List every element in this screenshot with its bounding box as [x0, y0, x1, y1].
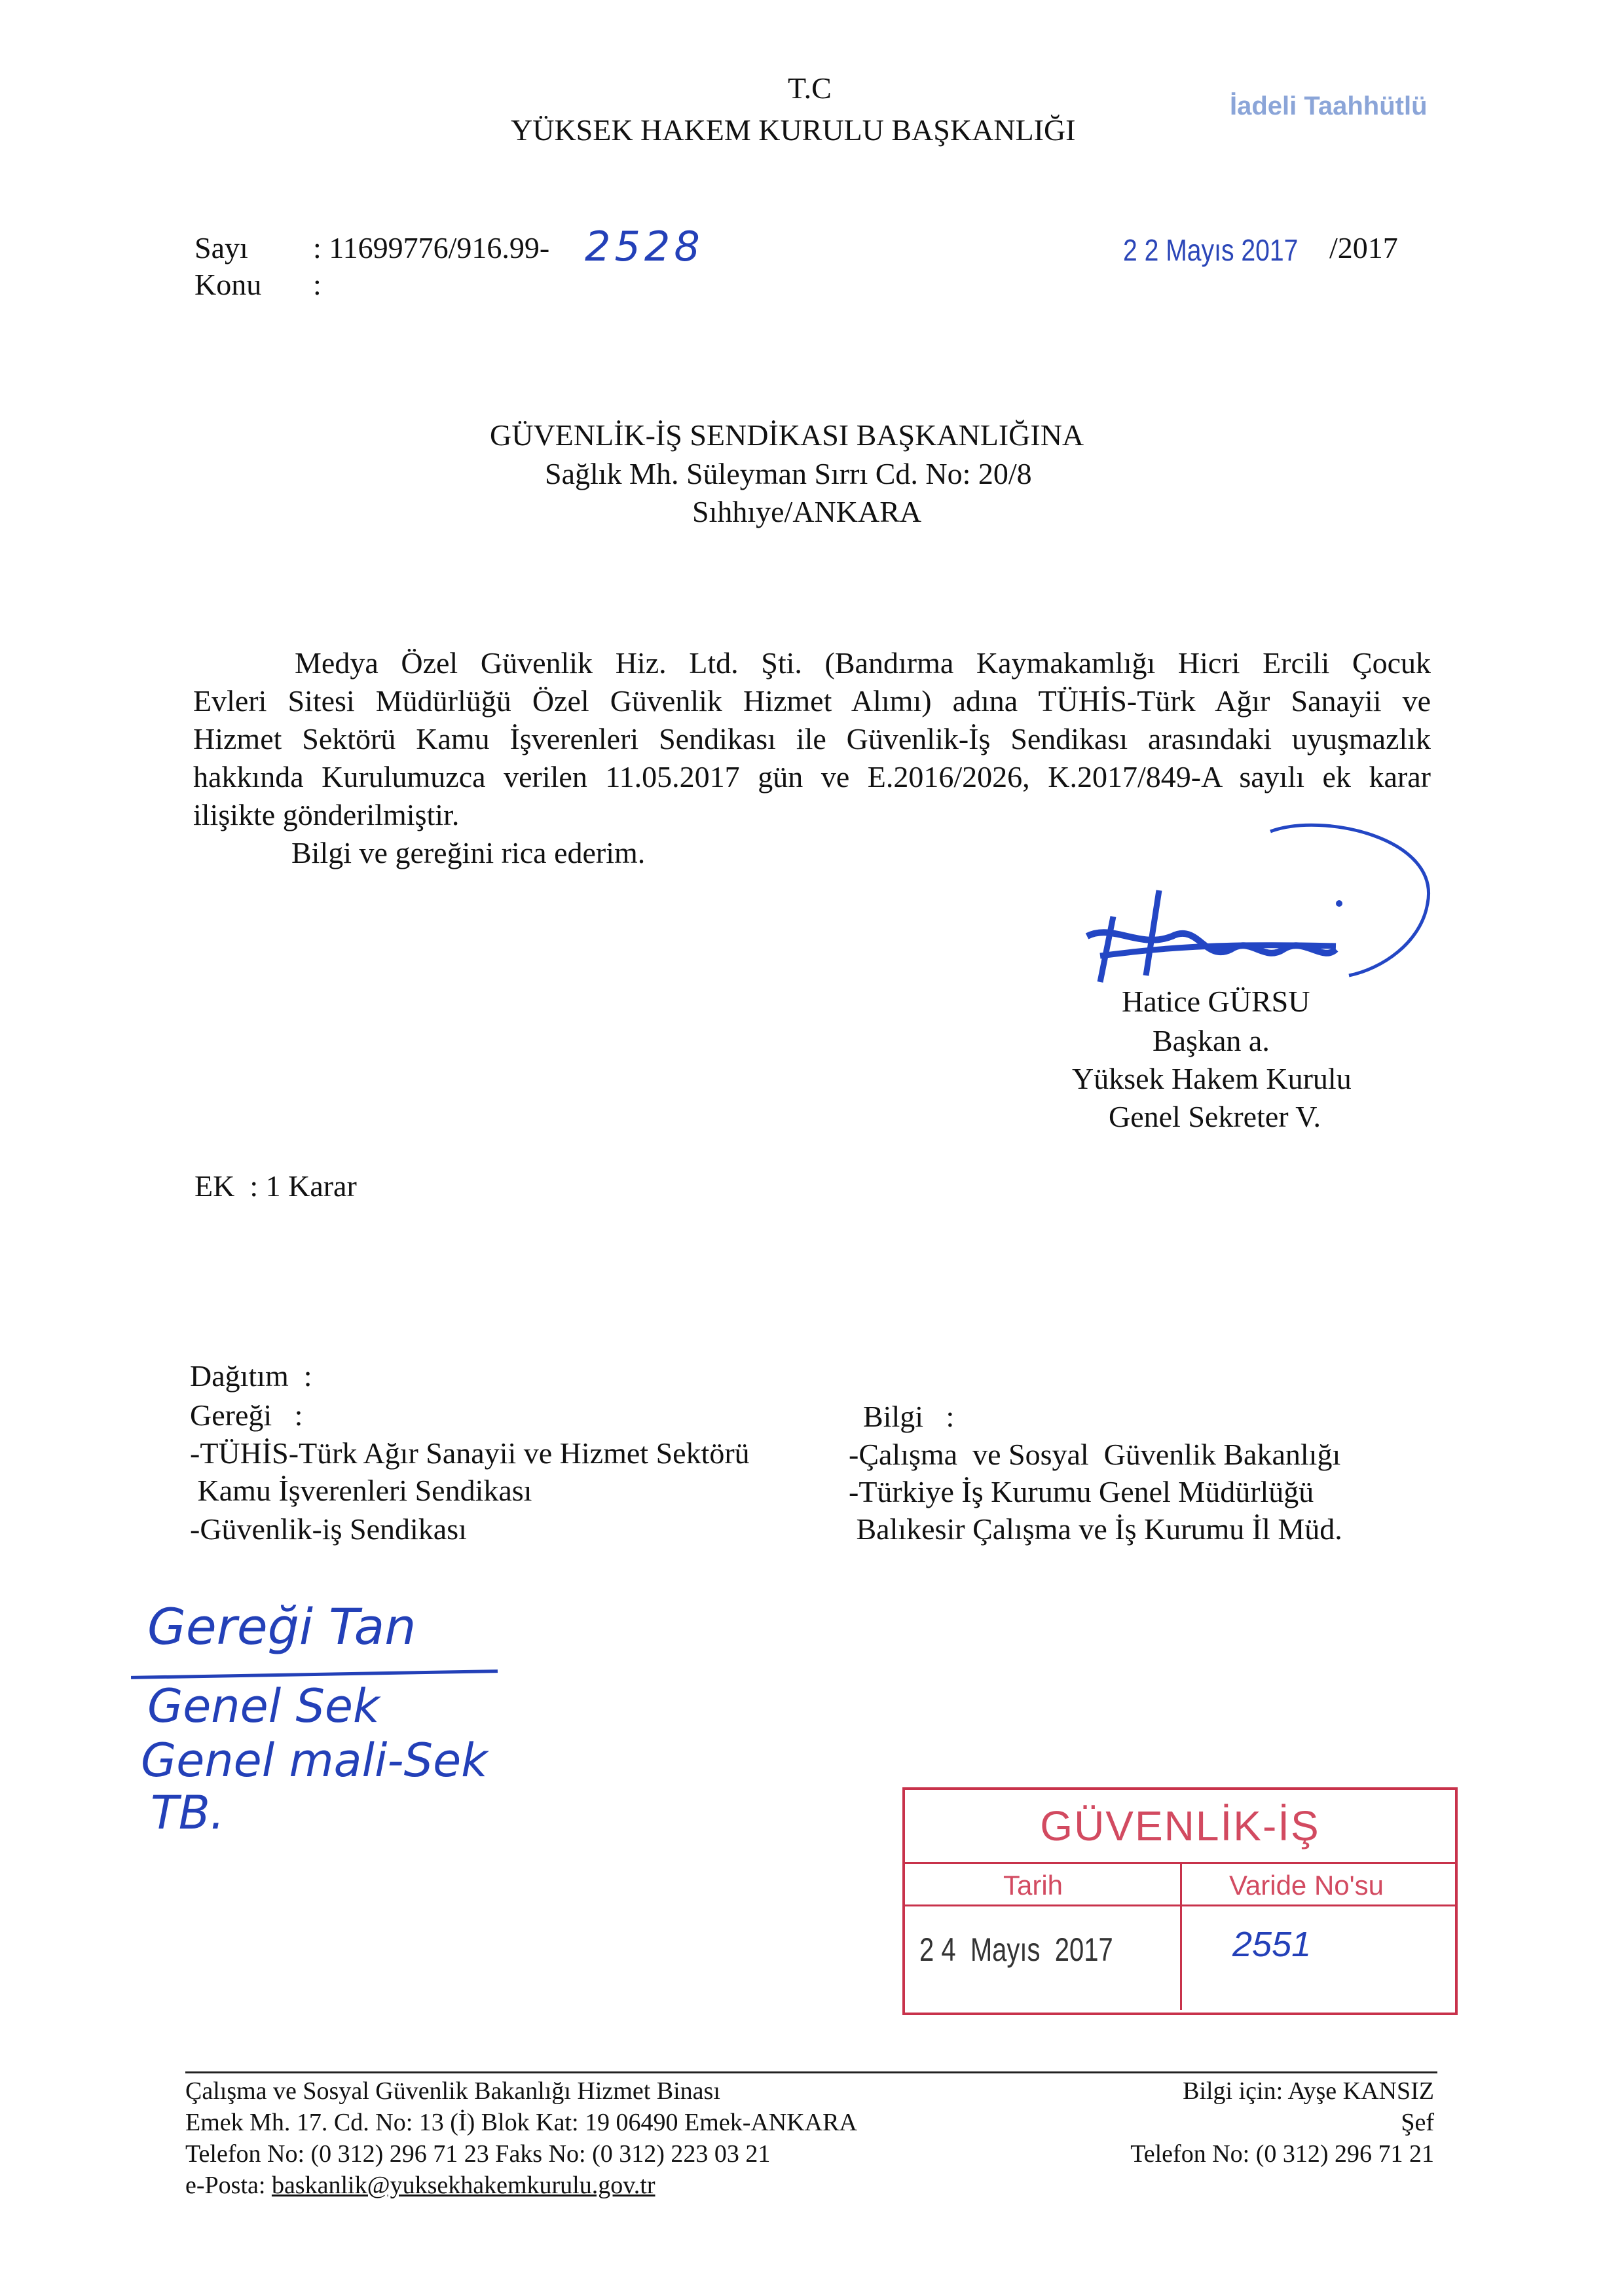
- date-printed: /2017: [1329, 231, 1398, 264]
- stamp-divider-horizontal: [905, 1904, 1455, 1906]
- handwritten-note-line-4: TB.: [151, 1786, 225, 1840]
- distribution-label: Dağıtım :: [190, 1359, 312, 1393]
- footer-email-link[interactable]: baskanlik@yuksekhakemkurulu.gov.tr: [271, 2172, 655, 2199]
- signature-graphic: [1074, 812, 1454, 1008]
- sayi-value: : 11699776/916.99-: [313, 231, 550, 264]
- body-line-4: hakkında Kurulumuzca verilen 11.05.2017 gün ve E.2016/2026, K.2017/849-A sayılı ek karar: [193, 760, 1431, 793]
- gerei-item-2: Kamu İşverenleri Sendikası: [190, 1474, 532, 1507]
- stamp-date-value: 2 4 Mayıs 2017: [919, 1931, 1113, 1968]
- konu-value: :: [313, 268, 322, 301]
- signatory-title-1: Başkan a.: [1153, 1024, 1270, 1057]
- handwritten-note-line-1: Gereği Tan: [147, 1597, 416, 1656]
- konu-label: Konu: [194, 268, 262, 301]
- header-institution: YÜKSEK HAKEM KURULU BAŞKANLIĞI: [511, 113, 1076, 147]
- signatory-name: Hatice GÜRSU: [1122, 985, 1310, 1018]
- addressee-line-3: Sıhhıye/ANKARA: [692, 495, 922, 528]
- addressee-line-2: Sağlık Mh. Süleyman Sırrı Cd. No: 20/8: [545, 457, 1032, 490]
- handwritten-underline: [131, 1669, 498, 1679]
- body-line-2: Evleri Sitesi Müdürlüğü Özel Güvenlik Hizmet Alımı) adına TÜHİS-Türk Ağır Sanayii ve: [193, 684, 1431, 718]
- body-line-6: Bilgi ve gereğini rica ederim.: [291, 836, 646, 869]
- body-line-5: ilişikte gönderilmiştir.: [193, 798, 460, 831]
- sayi-label: Sayı: [194, 231, 248, 264]
- bilgi-item-1: -Çalışma ve Sosyal Güvenlik Bakanlığı: [849, 1438, 1341, 1471]
- stamp-divider-vertical: [1180, 1862, 1182, 2010]
- signatory-title-2: Yüksek Hakem Kurulu: [1072, 1062, 1352, 1095]
- addressee-line-1: GÜVENLİK-İŞ SENDİKASI BAŞKANLIĞINA: [490, 418, 1084, 452]
- bilgi-label: Bilgi :: [863, 1400, 955, 1433]
- stamp-number-value: 2551: [1232, 1925, 1312, 1964]
- date-stamp: 2 2 Mayıs 2017: [1123, 233, 1299, 267]
- stamp-number-label: Varide No'su: [1229, 1870, 1384, 1901]
- footer-address-1: Çalışma ve Sosyal Güvenlik Bakanlığı Hizmet Binası: [185, 2077, 720, 2105]
- handwritten-note-line-3: Genel mali-Sek: [141, 1734, 488, 1787]
- footer-rule: [185, 2071, 1437, 2073]
- sayi-handwritten-number: 2528: [585, 223, 704, 270]
- gerei-label: Gereği :: [190, 1398, 303, 1432]
- footer-email-label: e-Posta:: [185, 2172, 272, 2199]
- gerei-item-3: -Güvenlik-iş Sendikası: [190, 1512, 467, 1546]
- footer-email: [185, 2170, 655, 2201]
- gerei-item-1: -TÜHİS-Türk Ağır Sanayii ve Hizmet Sektörü: [190, 1436, 750, 1470]
- signatory-title-3: Genel Sekreter V.: [1109, 1100, 1321, 1133]
- attachment-note: EK : 1 Karar: [194, 1169, 357, 1203]
- received-stamp: [902, 1787, 1458, 2015]
- bilgi-item-3: Balıkesir Çalışma ve İş Kurumu İl Müd.: [849, 1512, 1342, 1546]
- header-tc: T.C: [788, 71, 832, 105]
- stamp-date-label: Tarih: [1003, 1870, 1063, 1901]
- footer-phone-fax: Telefon No: (0 312) 296 71 23 Faks No: (0 312) 223 03 21: [185, 2140, 771, 2168]
- body-line-3: Hizmet Sektörü Kamu İşverenleri Sendikası ile Güvenlik-İş Sendikası arasındaki uyuşmazlık: [193, 722, 1431, 756]
- handwritten-note-line-2: Genel Sek: [147, 1679, 380, 1733]
- footer-contact-person: Bilgi için: Ayşe KANSIZ: [1183, 2077, 1434, 2105]
- footer-contact-title: Şef: [1401, 2109, 1434, 2136]
- footer-contact-phone: Telefon No: (0 312) 296 71 21: [1130, 2140, 1434, 2168]
- received-stamp-title: GÜVENLİK-İŞ: [905, 1790, 1455, 1864]
- body-line-1: Medya Özel Güvenlik Hiz. Ltd. Şti. (Bandırma Kaymakamlığı Hicri Ercili Çocuk: [295, 646, 1431, 680]
- bilgi-item-2: -Türkiye İş Kurumu Genel Müdürlüğü: [849, 1475, 1314, 1508]
- footer-address-2: Emek Mh. 17. Cd. No: 13 (İ) Blok Kat: 19 06490 Emek-ANKARA: [185, 2109, 857, 2136]
- registered-mail-stamp: İadeli Taahhütlü: [1230, 92, 1428, 120]
